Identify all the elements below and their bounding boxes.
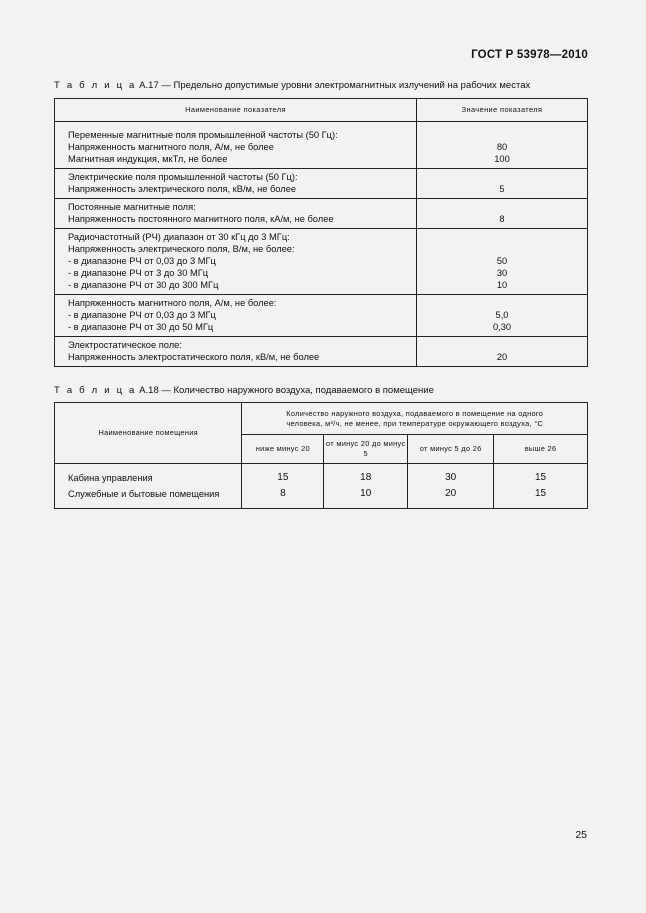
value-cell: 20 bbox=[408, 486, 494, 509]
value-cell: 8 bbox=[242, 486, 324, 509]
table-18-subheader: от минус 5 до 26 bbox=[408, 435, 494, 464]
table-17 bbox=[54, 98, 588, 367]
value-cell: 15 bbox=[494, 464, 588, 487]
table-17-col-name-header: Наименование показателя bbox=[55, 99, 417, 122]
table-17-caption-prefix: Т а б л и ц а bbox=[54, 80, 137, 91]
table-17-header-row bbox=[55, 99, 588, 122]
table-18-col-group-line-1: Количество наружного воздуха, подаваемого в помещение на одного bbox=[286, 408, 544, 418]
table-row bbox=[55, 169, 588, 199]
value-cell: 18 bbox=[324, 464, 408, 487]
indicator-value-cell bbox=[417, 122, 588, 169]
indicator-value: 100 bbox=[494, 154, 510, 164]
room-name-cell: Кабина управления bbox=[55, 464, 242, 487]
table-18-header-row-1 bbox=[55, 403, 588, 435]
indicator-value bbox=[417, 297, 587, 309]
table-18-caption bbox=[54, 385, 434, 396]
table-18-subheader: выше 26 bbox=[494, 435, 588, 464]
table-18-caption-prefix: Т а б л и ц а bbox=[54, 385, 137, 396]
indicator-value: 8 bbox=[499, 214, 505, 224]
value-cell: 30 bbox=[408, 464, 494, 487]
table-18-caption-text: А.18 — Количество наружного воздуха, подаваемого в помещение bbox=[136, 385, 434, 396]
table-18-col-name-header: Наименование помещения bbox=[55, 403, 242, 464]
table-17-caption bbox=[54, 80, 530, 91]
indicator-name-line: - в диапазоне РЧ от 30 до 50 МГц bbox=[68, 322, 214, 332]
table-row bbox=[55, 229, 588, 295]
indicator-value bbox=[417, 171, 587, 183]
table-17-caption-text: А.17 — Предельно допустимые уровни электромагнитных излучений на рабочих местах bbox=[136, 80, 531, 91]
indicator-name-line: - в диапазоне РЧ от 3 до 30 МГц bbox=[68, 268, 209, 278]
indicator-name-line: Напряженность магнитного поля, А/м, не более: bbox=[68, 298, 277, 308]
indicator-name-cell bbox=[55, 199, 417, 229]
table-18-subheader: ниже минус 20 bbox=[242, 435, 324, 464]
table-17-col-value-header: Значение показателя bbox=[417, 99, 588, 122]
room-name-cell: Служебные и бытовые помещения bbox=[55, 486, 242, 509]
indicator-name-line: Напряженность электрического поля, В/м, не более: bbox=[68, 244, 295, 254]
table-row bbox=[55, 464, 588, 487]
indicator-name-line: Напряженность постоянного магнитного поля, кА/м, не более bbox=[68, 214, 334, 224]
value-cell: 15 bbox=[494, 486, 588, 509]
indicator-value bbox=[417, 339, 587, 351]
indicator-value-cell bbox=[417, 199, 588, 229]
indicator-value: 20 bbox=[496, 352, 508, 362]
indicator-name-line: Электростатическое поле: bbox=[68, 340, 182, 350]
indicator-name-line: - в диапазоне РЧ от 0,03 до 3 МГц bbox=[68, 256, 216, 266]
table-row bbox=[55, 199, 588, 229]
indicator-name-line: - в диапазоне РЧ от 0,03 до 3 МГц bbox=[68, 310, 216, 320]
indicator-name-line: Радиочастотный (РЧ) диапазон от 30 кГц до 3 МГц: bbox=[68, 232, 290, 242]
indicator-value: 0,30 bbox=[492, 322, 512, 332]
value-cell: 15 bbox=[242, 464, 324, 487]
indicator-name-cell bbox=[55, 337, 417, 367]
table-row bbox=[55, 337, 588, 367]
table-18-subheader: от минус 20 до минус 5 bbox=[324, 435, 408, 464]
indicator-name-line: Постоянные магнитные поля: bbox=[68, 202, 196, 212]
indicator-name-cell bbox=[55, 295, 417, 337]
document-code: ГОСТ Р 53978—2010 bbox=[471, 49, 588, 61]
table-row bbox=[55, 122, 588, 169]
indicator-name-line: - в диапазоне РЧ от 30 до 300 МГц bbox=[68, 280, 219, 290]
table-18-col-group-line-2: человека, м³/ч, не менее, при температуре окружающего воздуха, °С bbox=[286, 418, 544, 428]
indicator-value: 5 bbox=[499, 184, 505, 194]
indicator-value: 50 bbox=[496, 256, 508, 266]
table-row bbox=[55, 486, 588, 509]
indicator-name-cell bbox=[55, 229, 417, 295]
table-17-body bbox=[55, 122, 588, 367]
table-18 bbox=[54, 402, 588, 509]
indicator-name-line: Напряженность электростатического поля, кВ/м, не более bbox=[68, 352, 320, 362]
indicator-value-cell bbox=[417, 295, 588, 337]
page-number: 25 bbox=[575, 829, 587, 841]
indicator-name-line: Напряженность магнитного поля, А/м, не более bbox=[68, 142, 274, 152]
table-18-col-group-header bbox=[242, 403, 588, 435]
indicator-name-line: Напряженность электрического поля, кВ/м, не более bbox=[68, 184, 297, 194]
indicator-name-line: Переменные магнитные поля промышленной частоты (50 Гц): bbox=[68, 130, 338, 140]
indicator-value: 80 bbox=[496, 142, 508, 152]
indicator-value: 30 bbox=[496, 268, 508, 278]
indicator-value-cell bbox=[417, 169, 588, 199]
indicator-name-cell bbox=[55, 169, 417, 199]
indicator-value bbox=[417, 243, 587, 255]
indicator-name-line: Электрические поля промышленной частоты (50 Гц): bbox=[68, 172, 298, 182]
indicator-value: 10 bbox=[496, 280, 508, 290]
table-18-body bbox=[55, 464, 588, 509]
indicator-value: 5,0 bbox=[495, 310, 509, 320]
table-row bbox=[55, 295, 588, 337]
indicator-value bbox=[417, 201, 587, 213]
indicator-name-line: Магнитная индукция, мкТл, не более bbox=[68, 154, 228, 164]
indicator-value bbox=[417, 129, 587, 141]
value-cell: 10 bbox=[324, 486, 408, 509]
indicator-value bbox=[417, 231, 587, 243]
indicator-value-cell bbox=[417, 337, 588, 367]
indicator-name-cell bbox=[55, 122, 417, 169]
indicator-value-cell bbox=[417, 229, 588, 295]
